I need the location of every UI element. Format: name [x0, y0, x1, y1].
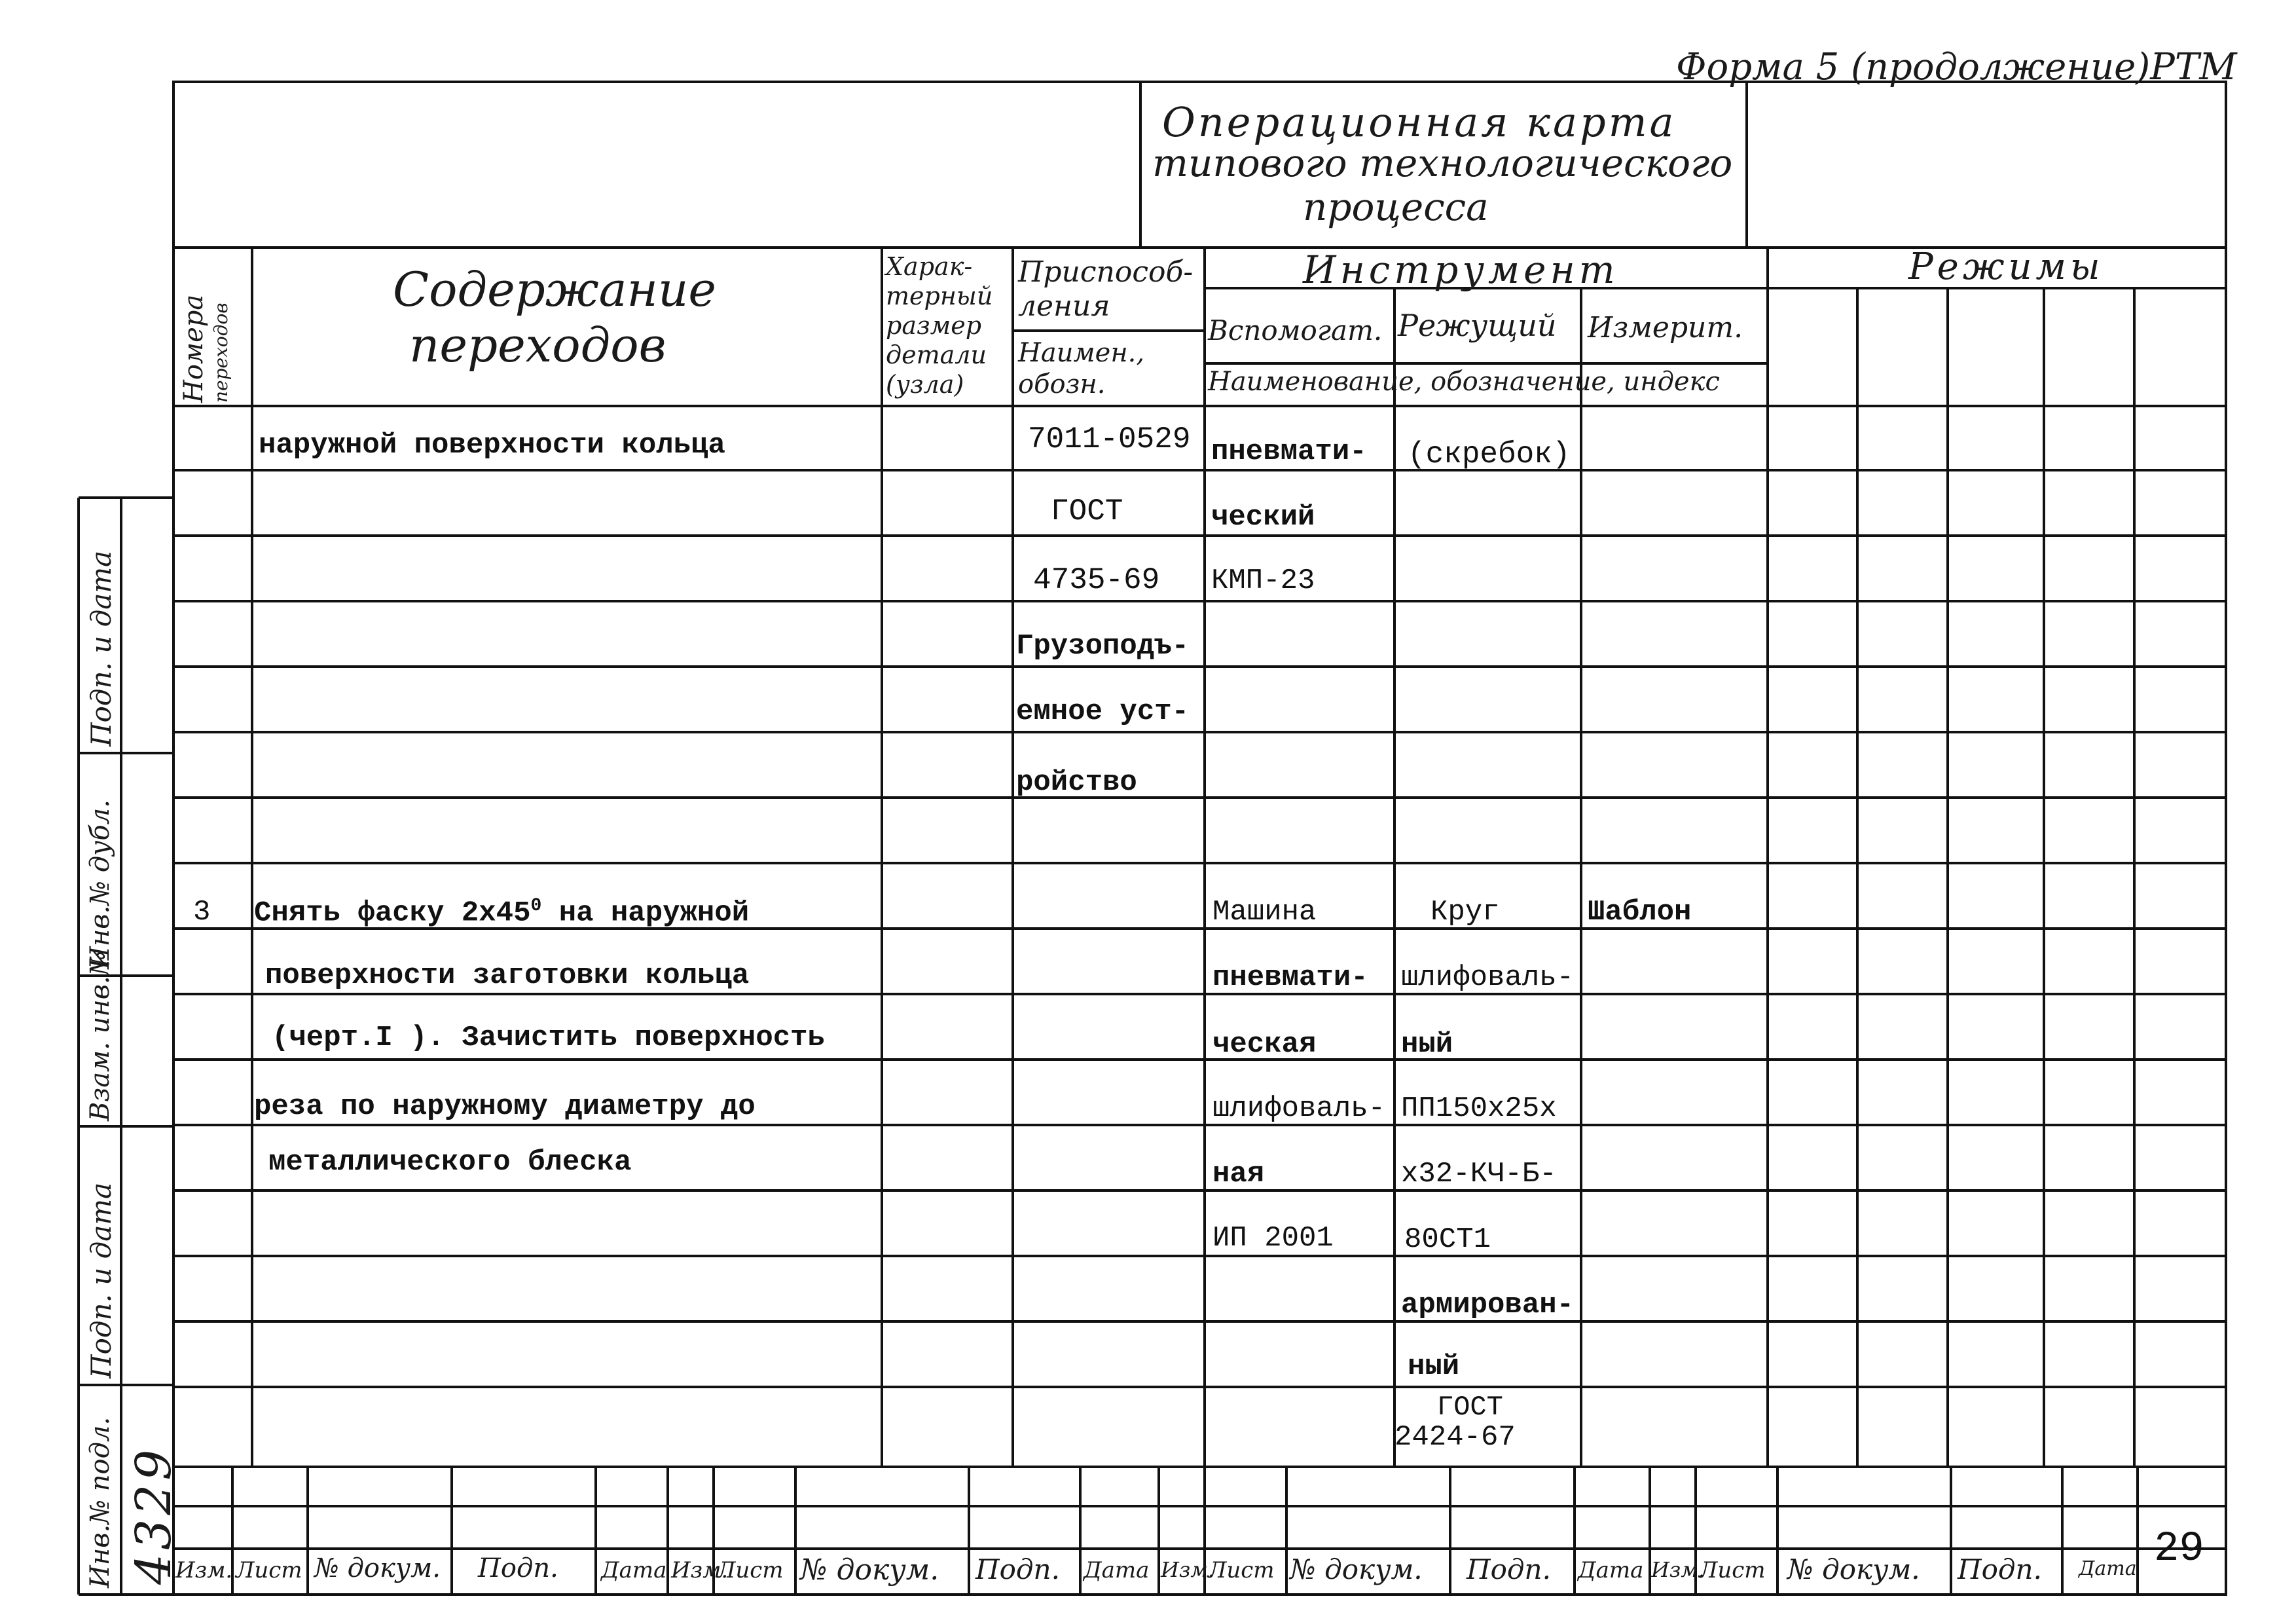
op1-fixture-l4: Грузоподъ-	[1016, 630, 1190, 663]
op1-fixture-l3: 4735-69	[1033, 563, 1160, 597]
op3-cut-l9: ГОСТ	[1437, 1392, 1503, 1423]
op3-cut-l1: Круг	[1430, 896, 1500, 929]
header-tool: Инструмент	[1303, 248, 1619, 292]
footer-list-1: Лист	[236, 1557, 302, 1583]
op3-content-l3: (черт.I ). Зачистить поверхность	[272, 1022, 825, 1054]
footer-doc-4: № докум.	[1787, 1553, 1920, 1585]
op1-fixture-l6: ройство	[1016, 766, 1137, 799]
footer-date-1: Дата	[601, 1557, 667, 1583]
op1-cut-l1: (скребок)	[1408, 437, 1571, 471]
footer-sign-3: Подп.	[1467, 1553, 1551, 1585]
op3-aux-l5: ная	[1212, 1158, 1265, 1190]
op3-aux-l6: ИП 2001	[1212, 1222, 1334, 1255]
op3-aux-l3: ческая	[1212, 1028, 1317, 1061]
side-sign-date-2: Подп. и дата	[85, 1182, 117, 1378]
title-line-3: процесса	[1303, 185, 1489, 229]
op3-content-l1: Снять фаску $2x45^0$ на наружной	[254, 896, 750, 930]
side-sign-date-1: Подп. и дата	[85, 550, 117, 747]
header-tool-meas: Измерит.	[1588, 311, 1743, 344]
header-tool-sub: Наименование, обозначение, индекс	[1208, 367, 1720, 397]
op3-cut-l8: ный	[1408, 1350, 1460, 1383]
op3-aux-l1: Машина	[1212, 896, 1317, 929]
op1-fixture-l1: 7011-0529	[1028, 422, 1191, 456]
footer-izm-2: Изм.	[671, 1557, 729, 1583]
op1-aux-l3: КМП-23	[1211, 564, 1315, 597]
title-line-2: типового технологического	[1152, 141, 1733, 185]
side-inv-number: 4329	[126, 1445, 182, 1585]
header-fixture-name: Наимен., обозн.	[1018, 338, 1145, 399]
op3-aux-l4: шлифоваль-	[1212, 1092, 1386, 1125]
side-orig-inv: Инв.№ подл.	[85, 1416, 115, 1588]
footer-izm-4: Изм.	[1651, 1557, 1705, 1582]
footer-izm-3: Изм.	[1161, 1557, 1215, 1582]
header-char-size: Харак- терный размер детали (узла)	[886, 252, 993, 399]
footer-sign-2: Подп.	[975, 1553, 1060, 1585]
op3-content-l4: реза по наружному диаметру до	[254, 1090, 756, 1123]
title-line-1: Операционная карта	[1162, 98, 1677, 146]
sheet-number: 29	[2154, 1526, 2204, 1573]
header-tool-cut: Режущий	[1398, 308, 1557, 343]
footer-doc-1: № докум.	[314, 1553, 441, 1583]
op1-aux-l1: пневмати-	[1211, 435, 1367, 468]
header-modes: Режимы	[1908, 246, 2104, 288]
op3-cut-l2: шлифоваль-	[1401, 961, 1575, 994]
header-content-l2: переходов	[409, 318, 666, 373]
op3-number: 3	[193, 896, 211, 929]
footer-doc-3: № докум.	[1290, 1553, 1423, 1585]
footer-date-2: Дата	[1084, 1557, 1150, 1583]
footer-izm-1: Изм.	[175, 1557, 233, 1583]
op3-cut-l6: 80СТ1	[1404, 1223, 1491, 1256]
op3-content-l2: поверхности заготовки кольца	[265, 959, 750, 992]
footer-list-4: Лист	[1699, 1557, 1766, 1583]
op3-cut-l4: ПП150x25x	[1401, 1092, 1557, 1125]
footer-sign-1: Подп.	[478, 1553, 558, 1583]
op3-cut-l5: x32-КЧ-Б-	[1401, 1158, 1557, 1190]
op1-fixture-l5: емное уст-	[1016, 695, 1190, 728]
footer-doc-2: № докум.	[800, 1553, 939, 1587]
op3-meas-l1: Шаблон	[1588, 896, 1692, 929]
op3-cut-l7: армирован-	[1401, 1289, 1575, 1321]
footer-date-4: Дата	[2079, 1557, 2137, 1580]
op3-aux-l2: пневмати-	[1212, 961, 1368, 994]
footer-date-3: Дата	[1578, 1557, 1644, 1583]
footer-sign-4: Подп.	[1958, 1553, 2042, 1585]
op3-cut-l3: ный	[1401, 1028, 1453, 1061]
header-tool-aux: Вспомогат.	[1208, 314, 1383, 346]
header-number: Номера переходов	[179, 294, 232, 403]
footer-list-2: Лист	[717, 1557, 784, 1583]
op1-content: наружной поверхности кольца	[259, 429, 725, 462]
op1-fixture-l2: ГОСТ	[1051, 494, 1123, 528]
op3-cut-l10: 2424-67	[1394, 1421, 1516, 1454]
form-note: Форма 5 (продолжение)РТМ	[1676, 46, 2237, 88]
header-fixture: Приспособ- ления	[1018, 255, 1194, 323]
op3-content-l5: металлического блеска	[268, 1146, 632, 1179]
side-replace-inv: Взам. инв.№	[85, 951, 115, 1121]
footer-list-3: Лист	[1208, 1557, 1275, 1583]
op1-aux-l2: ческий	[1211, 501, 1315, 534]
side-dup-inv: Инв.№ дубл.	[85, 800, 115, 969]
header-content-l1: Содержание	[393, 262, 716, 317]
